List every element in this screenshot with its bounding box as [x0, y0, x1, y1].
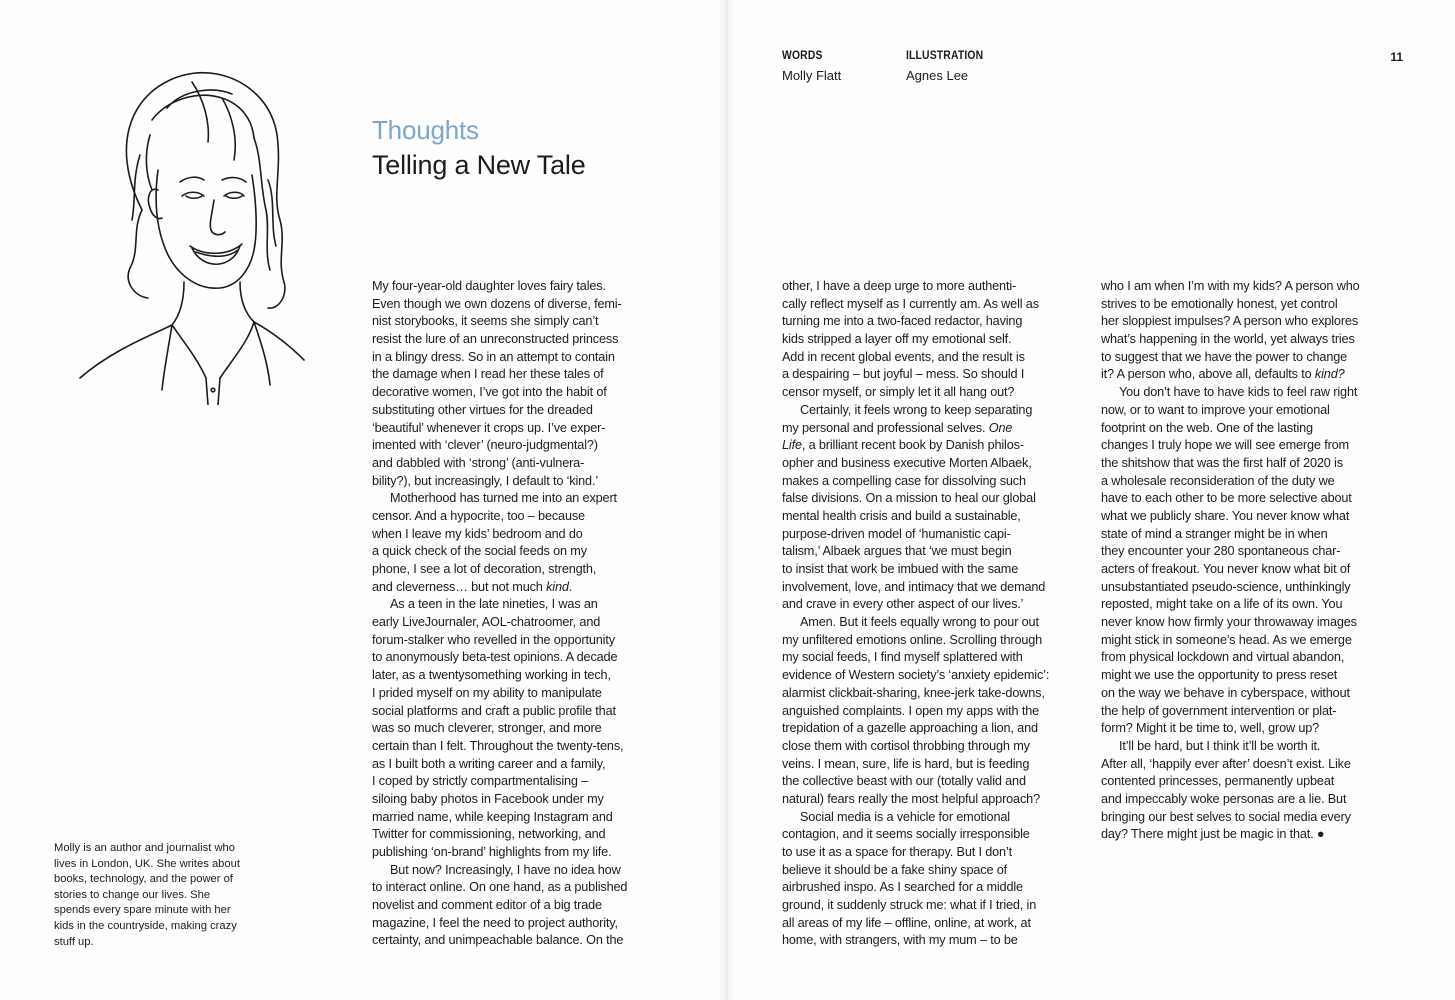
article-text-line: cally reflect myself as I currently am. As well as — [782, 296, 1039, 311]
article-text-line: involvement, love, and intimacy that we demand — [782, 579, 1046, 594]
article-text-line: the help of government intervention or plat- — [1101, 703, 1337, 718]
article-text-line: to anonymously beta-test opinions. A decade — [372, 650, 618, 665]
article-text-line: I coped by strictly compartmentalising – — [372, 774, 589, 789]
article-text-line: from physical lockdown and virtual abandon, — [1101, 650, 1345, 665]
article-text-line: social platforms and craft a public profile that — [372, 703, 616, 718]
article-text-line: my unfiltered emotions online. Scrolling through — [782, 632, 1043, 647]
article-text-line: it? A person who, above all, defaults to kind? — [1101, 367, 1345, 382]
article-text-line: imented with ‘clever’ (neuro-judgmental?) — [372, 438, 598, 453]
article-text-line: to suggest that we have the power to change — [1101, 349, 1348, 364]
article-text-line: all areas of my life – offline, online, at work, at — [782, 915, 1031, 930]
article-text-line: other, I have a deep urge to more authenti- — [782, 279, 1017, 293]
article-text-line: what’s happening in the world, yet always tries — [1101, 332, 1355, 347]
article-text-line: to interact online. On one hand, as a published — [372, 880, 628, 895]
author-portrait-illustration — [72, 60, 312, 405]
article-text-line: a despairing – but joyful – mess. So should I — [782, 367, 1025, 382]
article-text-line: the collective beast with our (totally valid and — [782, 774, 1026, 789]
article-text-line: and impeccably woke personas are a lie. But — [1101, 791, 1347, 806]
article-text-line: certainty, and unimpeachable balance. On the — [372, 933, 624, 948]
article-text-line: married name, while keeping Instagram and — [372, 809, 613, 824]
article-text-line: forum-stalker who revelled in the opportunity — [372, 632, 615, 647]
article-text-line: veins. I mean, sure, life is hard, but is feeding — [782, 756, 1030, 771]
article-text-line: Motherhood has turned me into an expert — [390, 491, 617, 506]
article-text-line: contagion, and it seems socially irresponsible — [782, 827, 1030, 842]
article-text-line: talism,’ Albaek argues that ‘we must begin — [782, 544, 1012, 559]
article-text-line: novelist and comment editor of a big trade — [372, 898, 602, 913]
article-text-line: early LiveJournaler, AOL-chatroomer, and — [372, 615, 601, 630]
article-text-line: Twitter for commissioning, networking, and — [372, 827, 606, 842]
article-text-line: censor myself, or simply let it all hang out? — [782, 385, 1015, 400]
article-text-line: opher and business executive Morten Albaek, — [782, 455, 1032, 470]
article-text-line: a wholesale reconsideration of the duty we — [1101, 473, 1335, 488]
article-text-line: Life, a brilliant recent book by Danish philos- — [782, 438, 1024, 453]
article-text-line: the damage when I read her these tales of — [372, 367, 604, 382]
article-text-line: kids stripped a layer off my emotional self. — [782, 332, 1012, 347]
article-text-line: Add in recent global events, and the result is — [782, 349, 1025, 364]
article-text-line: censor. And a hypocrite, too – because — [372, 508, 585, 523]
author-bio: Molly is an author and journalist who lives in London, UK. She writes about books, technology, and the power of stories to change our lives. She spends every spare minute with her kids in the countryside, making crazy stuff up. — [54, 842, 240, 948]
article-text-line: I prided myself on my ability to manipulate — [372, 685, 602, 700]
article-text-line: her sloppiest impulses? A person who explores — [1101, 314, 1359, 329]
page-number: 11 — [1390, 50, 1403, 64]
article-text-line: when I leave my kids’ bedroom and do — [372, 526, 583, 541]
article-text-line: natural) fears really the most helpful approach? — [782, 791, 1040, 806]
article-text-line: to use it as a space for therapy. But I don’t — [782, 845, 1012, 859]
article-kicker: Thoughts — [372, 115, 479, 145]
article-text-line: contented princesses, permanently upbeat — [1101, 774, 1335, 789]
article-text-line: false divisions. On a mission to heal our global — [782, 491, 1036, 506]
article-text-line: Even though we own dozens of diverse, femi- — [372, 296, 622, 311]
article-text-line: state of mind a stranger might be in when — [1101, 526, 1328, 541]
article-text-line: airbrushed inspo. As I searched for a middle — [782, 880, 1023, 895]
article-text-line: mental health crisis and build a sustainable, — [782, 508, 1021, 523]
article-text-line: the shitshow that was the first half of 2020 is — [1101, 455, 1343, 470]
article-text-line: form? Might it be time to, well, grow up? — [1101, 721, 1320, 736]
article-text-line: alarmist clickbait-sharing, knee-jerk take-downs, — [782, 685, 1045, 700]
article-text-line: who I am when I’m with my kids? A person who — [1101, 279, 1360, 293]
article-text-line: my personal and professional selves. One — [782, 420, 1013, 435]
article-text-line: ‘beautiful’ whenever it crops up. I’ve exper- — [372, 420, 606, 435]
article-text-line: to insist that work be imbued with the same — [782, 562, 1019, 576]
article-text-line: might stick in someone’s head. As we emerge — [1101, 632, 1352, 647]
article-text-line: later, as a twentysomething working in tech, — [372, 668, 611, 683]
article-text-line: magazine, I feel the need to project authority, — [372, 915, 618, 930]
article-text-line: what we publicly share. You never know what — [1101, 508, 1350, 523]
article-text-line: they encounter your 280 spontaneous char- — [1101, 544, 1341, 559]
article-text-line: evidence of Western society’s ‘anxiety epidemic’: — [782, 668, 1050, 683]
illustration-credit-label: ILLUSTRATION — [906, 50, 984, 62]
article-text-line: as I built both a writing career and a family, — [372, 756, 606, 771]
article-text-line: believe it should be a fake shiny space of — [782, 862, 1008, 877]
article-text-line: reposted, might take on a life of its own. You — [1101, 597, 1343, 612]
article-text-line: After all, ‘happily ever after’ doesn’t exist. Like — [1101, 756, 1351, 771]
article-text-line: home, with strangers, with my mum – to be — [782, 933, 1018, 948]
illustration-credit-name: Agnes Lee — [906, 68, 969, 83]
article-text-line: a quick check of the social feeds on my — [372, 544, 587, 559]
article-text-line: publishing ‘on-brand’ highlights from my life. — [372, 845, 612, 859]
article-text-line: and dabbled with ‘strong’ (anti-vulnera- — [372, 455, 585, 470]
article-column-3 — [1101, 278, 1393, 844]
article-text-line: ground, it suddenly struck me: what if I tried, in — [782, 898, 1037, 913]
article-text-line: substituting other virtues for the dreaded — [372, 402, 593, 417]
article-text-line: But now? Increasingly, I have no idea how — [390, 862, 621, 877]
article-text-line: phone, I see a lot of decoration, strength, — [372, 562, 597, 576]
article-text-line: It’ll be hard, but I think it’ll be worth it. — [1119, 738, 1321, 753]
article-text-line: Certainly, it feels wrong to keep separating — [800, 402, 1033, 417]
article-text-line: Social media is a vehicle for emotional — [800, 809, 1010, 824]
article-column-1 — [372, 278, 664, 950]
article-text-line: never know how firmly your throwaway images — [1101, 615, 1357, 630]
words-credit-label: WORDS — [782, 50, 823, 62]
article-title: Telling a New Tale — [372, 150, 586, 180]
article-text-line: strives to be emotionally honest, yet control — [1101, 296, 1338, 311]
article-text-line: now, or to want to improve your emotional — [1101, 402, 1330, 417]
article-text-line: decorative women, I’ve got into the habit of — [372, 385, 607, 400]
article-text-line: footprint on the web. One of the lasting — [1101, 420, 1313, 435]
article-text-line: and crave in every other aspect of our lives.’ — [782, 597, 1024, 612]
article-text-line: turning me into a two-faced redactor, having — [782, 314, 1023, 329]
article-text-line: close them with cortisol throbbing through my — [782, 738, 1030, 753]
article-text-line: and cleverness… but not much kind. — [372, 579, 573, 594]
article-text-line: might we use the opportunity to press reset — [1101, 668, 1338, 683]
article-text-line: As a teen in the late nineties, I was an — [390, 597, 598, 612]
article-text-line: have to each other to be more selective about — [1101, 491, 1352, 506]
article-text-line: on the way we behave in cyberspace, without — [1101, 685, 1350, 700]
article-text-line: resist the lure of an unreconstructed princess — [372, 332, 619, 347]
article-text-line: my social feeds, I find myself splattered with — [782, 650, 1023, 665]
words-credit-name: Molly Flatt — [782, 68, 842, 83]
article-text-line: trepidation of a gazelle approaching a lion, and — [782, 721, 1038, 736]
article-text-line: My four-year-old daughter loves fairy tales. — [372, 279, 606, 293]
article-text-line: anguished complaints. I open my apps with the — [782, 703, 1040, 718]
article-text-line: Amen. But it feels equally wrong to pour out — [800, 615, 1039, 630]
article-text-line: nist storybooks, it seems she simply can’t — [372, 314, 599, 329]
article-text-line: siloing baby photos in Facebook under my — [372, 791, 604, 806]
article-text-line: bility?), but increasingly, I default to ‘kind.’ — [372, 473, 598, 488]
article-text-line: in a blingy dress. So in an attempt to contain — [372, 349, 615, 364]
article-text-line: changes I truly hope we will see emerge from — [1101, 438, 1349, 453]
spine-gutter — [718, 0, 736, 1000]
article-text-line: bringing our best selves to social media every — [1101, 809, 1351, 824]
article-column-2 — [782, 278, 1074, 950]
article-text-line: makes a compelling case for dissolving such — [782, 473, 1026, 488]
article-text-line: unsubstantiated pseudo-science, unthinkingly — [1101, 579, 1351, 594]
article-text-line: certain than I felt. Throughout the twenty-tens, — [372, 738, 624, 753]
article-text-line: purpose-driven model of ‘humanistic capi- — [782, 526, 1011, 541]
article-text-line: was so much cleverer, stronger, and more — [372, 721, 602, 736]
article-text-line: acters of freakout. You never know what bit of — [1101, 562, 1351, 576]
article-text-line: day? There might just be magic in that. ● — [1101, 827, 1325, 842]
article-text-line: You don’t have to have kids to feel raw right — [1119, 385, 1358, 400]
